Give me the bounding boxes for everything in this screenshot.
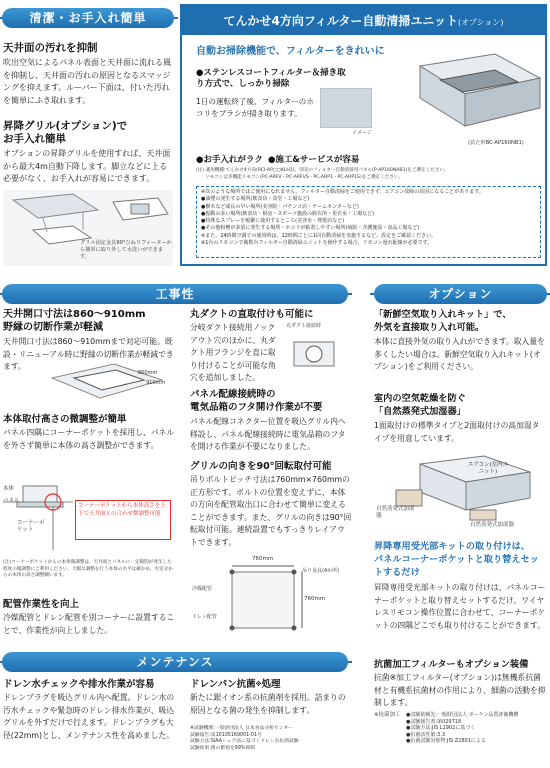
filter-brush-image xyxy=(320,88,372,128)
pan-heading-tail: 処理 xyxy=(261,679,281,690)
pan-body: 新たに銀イオン系の抗菌剤を採用。詰まりの原因となる菌の発生を抑制します。 xyxy=(190,693,346,715)
caution-line: ※1台のリモコンで複数台フィルター自動清掃ユニットを操作する場合、リモコン遅れ配線が必要です。 xyxy=(201,240,433,247)
grill-heading-1: 昇降グリル(オプション)で xyxy=(3,120,128,132)
humid-heading-2: 「自然蒸発式加湿器」 xyxy=(374,406,466,417)
corner-callout: コーナーポケットから本体高さを上下で天井面との合わせ微調整可能 xyxy=(75,500,171,540)
autoclean-feature-1: ●ステンレスコートフィルター＆掃き取り方式で、しっかり掃除 xyxy=(196,68,346,89)
caution-line: ※また、24時間空調での使用時は、12時間ごとに1回自動清掃を実施するなど、設定をご確認ください。 xyxy=(201,232,437,239)
dim-side: 760mm xyxy=(304,596,326,602)
caution-line: ●特殊なスプレーを頻繁に使用するところ(美容室・理髪店など) xyxy=(201,218,345,225)
grill-body: オプションの昇降グリルを使用すれば、天井面から最大4m自動下降します。脚立などに上る必要がなく、お手入れが容易にできます。 xyxy=(3,149,171,183)
caution-line: ●振動の多い場所(飲食店・厨房・スポーツ施設の脱衣所・更衣室・工場など) xyxy=(201,210,375,217)
opening-illustration xyxy=(44,358,172,408)
round-duct-icon xyxy=(284,324,352,384)
maintenance-banner: メンテナンス xyxy=(2,652,348,672)
antibac-note: ●抗菌試験対象物:JIS Z2801による xyxy=(406,738,486,745)
opening-dim-860: 860mm xyxy=(138,370,158,376)
antibac-note: ●試験報告書:第029718 xyxy=(406,718,462,725)
intake-body: 本体に直接外気の取り入れができます。取入量を多くしたい場合は、新鮮空気取り入れキット(オプション)をご利用ください。 xyxy=(374,337,545,371)
duct-label: 丸ダクト接続時 xyxy=(286,323,322,329)
receiver-body: 昇降専用受光部キットの取り付けは、パネルコーナーポケットと取り替えセットするだけ。ワイヤレスリモコン操作位置に合わせて、コーナーポケットの四隅どこでも取り付けることができます。 xyxy=(374,583,546,630)
intake-heading-2: 外気を直接取り入れ可能。 xyxy=(374,322,485,333)
humid-body: 1面取付けの標準タイプと2面取付けの高加湿タイプを用意しています。 xyxy=(374,421,540,443)
grill-rotate-diagram xyxy=(190,556,352,634)
ceiling-body: 吹出空気によるパネル表面と天井面に流れる風を抑制し、天井面の汚れの原因となるスマッジングを抑えます。ルーバー下面は、付いた汚れを簡単にふき取れます。 xyxy=(3,58,171,105)
wiring-body: パネル配線コネクター位置を吸込グリル内へ移設し、パネル配線接続時に電気品箱のフタを開ける作業が不要になりました。 xyxy=(190,417,346,451)
autoclean-title-text: てんかせ4方向フィルター自動清掃ユニット xyxy=(223,14,458,28)
autoclean-headline: 自動お掃除機能で、フィルターをきれいに xyxy=(196,46,385,57)
duct-illustration xyxy=(284,322,352,384)
autoclean-feature-2: ●お手入れがラク xyxy=(196,155,263,165)
antibac-notes xyxy=(406,712,550,745)
label-panel: パネル xyxy=(3,498,20,504)
photo-caption: (試た形BC-AP160NB1) xyxy=(468,140,524,146)
opening-heading-2: 野縁の切断作業が軽減 xyxy=(3,322,103,333)
height-note: (注)コーナーポケットからの本体微調整は、天井面とパネルに一定隙間が発生した程度の微調整にご利用ください。大幅な調整を行う本体の水平は確かめ、水室分からの本体の高さ調整願います。 xyxy=(3,560,173,579)
wiring-heading-2: 電気品箱のフタ開け作業が不要 xyxy=(190,402,323,413)
opening-body: 天井開口寸法は860～910mmまで対応可能。既設・リニューアル時に野縁の切断作業が軽減できます。 xyxy=(3,337,174,371)
label-corner-pocket: コーナーポケット xyxy=(17,520,45,533)
wiring-heading-1: パネル配線接続時の xyxy=(190,389,276,400)
receiver-heading-2: パネルコーナーポケットと取り替えセットするだけ xyxy=(374,554,539,578)
piping-heading: 配管作業性を向上 xyxy=(3,599,80,610)
caution-line: ●その他粉塵が多量に発生する場所・ホコリが粘着しやすい場所(病院・介護施設・食品工場など) xyxy=(201,225,420,232)
pan-notes xyxy=(190,726,352,752)
pan-heading-text: ドレンパン抗菌 xyxy=(190,679,256,690)
label-humidifier-2: 自然蒸発式加湿器 xyxy=(470,522,515,528)
intake-heading-1: 「新鮮空気取り入れキット」で、 xyxy=(374,309,512,320)
pan-note: 試験報告:第10105169001-01号 xyxy=(190,732,262,738)
caution-line: ※次のような場所ではご使用になれません。フィルター自動清掃をご使用できず、エアコン故障の原因になることがあります。 xyxy=(201,189,484,195)
dim-top: 760mm xyxy=(252,556,274,562)
image-label: イメージ xyxy=(352,130,372,136)
autoclean-note-2: リモコンは多機能リモコン(PC-ARFV・PC-ARFVS・PC-ARP1・PC-ARP1S)をご選定ください。 xyxy=(205,175,404,180)
opening-heading-1: 天井開口寸法は860～910mm xyxy=(3,309,146,320)
humidifier-illustration xyxy=(374,450,546,532)
pan-note: 試験方法:SIAAシェア法に基づくドレン水抗菌試験 xyxy=(190,739,299,745)
antibac-note: ●試験依頼先:一般財団法人 ボーケン品質評価機構 xyxy=(406,712,519,718)
caution-line: ●樹木など成長の早い場所(美容院・パチンコ店・ゲームセンターなど) xyxy=(201,203,359,210)
drain-body: ドレンプラグを吸込グリル内へ配置。ドレン水の汚水チェックや緊急時のドレン排水作業が、吸込グリルを外すだけで行えます。ドレンプラグも大径(22mm)とし、メンテナンス性を高めました。 xyxy=(3,693,175,740)
ceiling-cassette-icon xyxy=(400,36,545,136)
autoclean-title xyxy=(181,12,546,29)
duct-body: 分岐ダクト接続用ノックアウト穴のほかに、丸ダクト用フランジを直に取り付けることが可能な角穴を追加しました。 xyxy=(190,323,276,382)
grill-heading-2: お手入れ簡単 xyxy=(3,133,66,145)
opening-dim-910: 910mm xyxy=(146,380,166,386)
drain-heading: ドレン水チェックや排水作業が容易 xyxy=(3,679,155,690)
autoclean-feature-3: ●施工&サービスが容易 xyxy=(268,155,360,165)
humid-heading-1: 室内の空気乾燥を防ぐ xyxy=(374,393,466,404)
caution-line: ●油煙の発生する場所(飲食店・食堂・工場など) xyxy=(201,196,310,203)
label-humidifier-1: 自然蒸発式加湿器 xyxy=(376,506,415,519)
antibac-note: ●抗菌活性値:3.3 xyxy=(406,731,445,738)
height-illustration xyxy=(3,480,175,558)
autoclean-feature-1-body: 1日の運転終了後、フィルターのホコリをブラシが掃き取ります。 xyxy=(196,97,314,118)
label-drain: ドレン配管 xyxy=(192,614,217,620)
height-body: パネル四隅にコーナーポケットを採用し、パネルを外さず簡単に本体の高さ調整ができます。 xyxy=(3,428,175,450)
label-refrigerant: 冷媒配管 xyxy=(192,586,213,592)
options-banner: オプション xyxy=(374,284,547,304)
label-body: 本体 xyxy=(3,486,15,492)
grill-caption: グリル固定金具90°ひねりフィーターから簡単に取り外して水洗いができます。 xyxy=(80,240,172,260)
piping-body: 冷媒配管とドレン配管を別コーナーに設置することで、作業性が向上しました。 xyxy=(3,613,175,635)
antibac-heading: 抗菌加工フィルターもオプション装備 xyxy=(374,659,529,670)
autoclean-cautions xyxy=(196,186,541,258)
pan-heading-sup: ※ xyxy=(255,681,262,688)
grill-rotate-heading: グリルの向きを90°回転取付可能 xyxy=(190,461,332,472)
autoclean-note-1: (注) 適用機種:てんかせ4方向(RCI-AP○○KLH1)、別売のフィルター自動清掃用パネル(P-AP160NAB1)をご選定ください。 xyxy=(196,168,449,173)
label-aircon: エアコン(室内ユニット) xyxy=(467,462,509,475)
antibac-note-label: ※抗菌加工 xyxy=(374,712,401,718)
autoclean-title-opt: (オプション) xyxy=(457,18,504,27)
antibac-note: ●試験方法:JIS L1902に基づく xyxy=(406,725,476,732)
grill-rotate-body: 吊りボルトピッチ寸法は760mm×760mmの正方形です。ボルトの位置を変えずに、本体の方向を配管取出口に合わせて簡単に変えることができます。また、グリルの向きは90°回転取付可能。連続設置でもすっきりレイアウトできます。 xyxy=(190,475,352,547)
duct-heading: 丸ダクトの直取付けも可能に xyxy=(190,309,314,320)
construction-banner: 工事性 xyxy=(2,284,348,304)
cleaning-banner: 清潔・お手入れ簡単 xyxy=(2,8,174,28)
ceiling-heading: 天井面の汚れを抑制 xyxy=(3,42,98,54)
pan-note: ※試験機関:一般財団法人 日本食品分析センター xyxy=(190,726,293,731)
height-heading: 本体取付高さの微調整が簡単 xyxy=(3,414,127,425)
receiver-heading-1: 昇降専用受光部キットの取り付けは、 xyxy=(374,541,531,552)
pan-heading xyxy=(190,678,352,691)
autoclean-unit-photo xyxy=(400,36,545,136)
antibac-body: 抗菌※加工フィルター(オプション)は無機系抗菌材と有機系抗菌材の作用により、細菌の活動を抑制します。 xyxy=(374,673,546,707)
pan-note: 試験結果:菌の繁殖を99%抑制 xyxy=(190,745,256,751)
label-bolt: 吊り金具(4か所) xyxy=(302,568,340,574)
